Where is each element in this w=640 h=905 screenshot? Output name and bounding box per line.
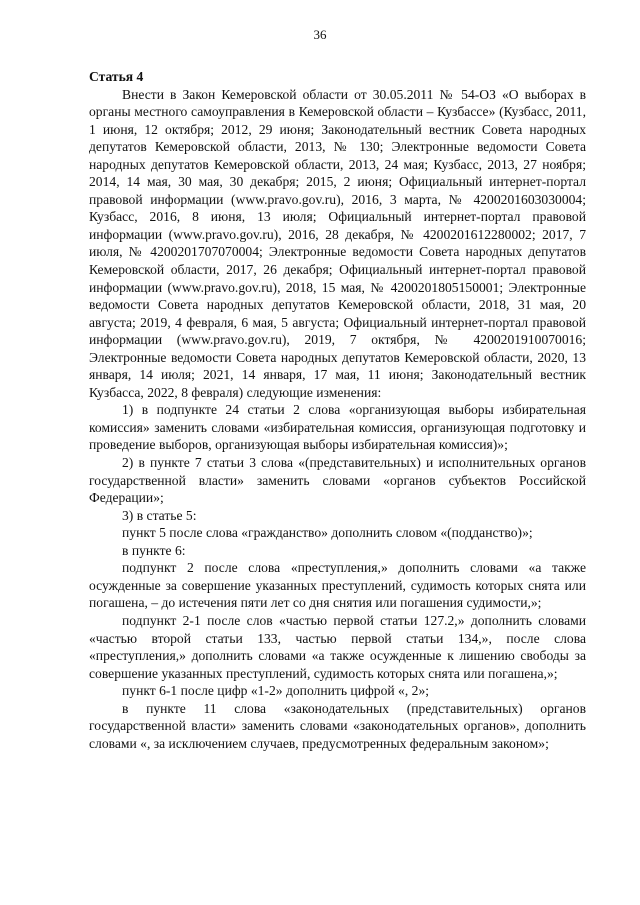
paragraph: пункт 5 после слова «гражданство» дополнить словом «(подданство)»; [122,525,533,541]
paragraph: подпункт 2-1 после слов «частью первой статьи 127.2,» дополнить словами «частью второй статьи 133, частью первой статьи 134,», после слова «преступления,» дополнить словами «а также осужденные к лишению свободы за совершение указанных преступлений, судимость которых снята или погашена,»; [89,612,586,681]
page-number: 36 [313,27,327,42]
paragraph: подпункт 2 после слова «преступления,» дополнить словами «а также осужденные за совершение указанных преступлений, судимость которых снята или погашена, – до истечения пяти лет со дня снятия или погашения судимости,»; [89,560,586,611]
paragraph: 1) в подпункте 24 статьи 2 слова «организующая выборы избирательная комиссия» заменить словами «избирательная комиссия, организующая подготовку и проведение выборов, организующая выборы избирательная комиссия)»; [89,402,586,453]
paragraph: 3) в статье 5: [122,507,197,523]
paragraph: 2) в пункте 7 статьи 3 слова «(представительных) и исполнительных органов государственной власти» заменить словами «органов субъектов Российской Федерации»; [89,455,586,506]
article-heading: Статья 4 [89,69,144,84]
paragraph: в пункте 11 слова «законодательных (представительных) органов государственной власти» заменить словами «законодательных органов», дополнить словами «, за исключением случаев, предусмотренных федеральным законом»; [89,700,586,751]
paragraph: пункт 6-1 после цифр «1-2» дополнить цифрой «, 2»; [122,683,430,699]
paragraph: в пункте 6: [122,542,186,558]
document-body [89,68,586,752]
paragraph: Внести в Закон Кемеровской области от 30.05.2011 № 54-ОЗ «О выборах в органы местного самоуправления в Кемеровской области – Кузбассе» (Кузбасс, 2011, 1 июня, 12 октября; 2012, 29 июня; Законодательный вестник Совета народных депутатов Кемеровской области, 2013, № 130; Электронные ведомости Совета народных депутатов Кемеровской области, 2013, 24 мая; Кузбасс, 2013, 27 ноября; 2014, 14 мая, 30 мая, 30 декабря; 2015, 2 июня; Официальный интернет-портал правовой информации (www.pravo.gov.ru), 2016, 3 марта, № 4200201603030004; Кузбасс, 2016, 8 июня, 13 июля; Официальный интернет-портал правовой информации (www.pravo.gov.ru), 2016, 28 декабря, № 4200201612280002; 2017, 7 июля, № 4200201707070004; Электронные ведомости Совета народных депутатов Кемеровской области, 2017, 26 декабря; Официальный интернет-портал правовой информации (www.pravo.gov.ru), 2018, 15 мая, № 4200201805150001; Электронные ведомости Совета народных депутатов Кемеровской области, 2018, 31 мая, 20 августа; 2019, 4 февраля, 6 мая, 5 августа; Официальный интернет-портал правовой информации (www.pravo.gov.ru), 2019, 7 октября, № 4200201910070016; Электронные ведомости Совета народных депутатов Кемеровской области, 2020, 13 января, 14 июля; 2021, 14 января, 17 мая, 11 июня; Законодательный вестник Кузбасса, 2022, 8 февраля) следующие изменения: [89,86,586,400]
